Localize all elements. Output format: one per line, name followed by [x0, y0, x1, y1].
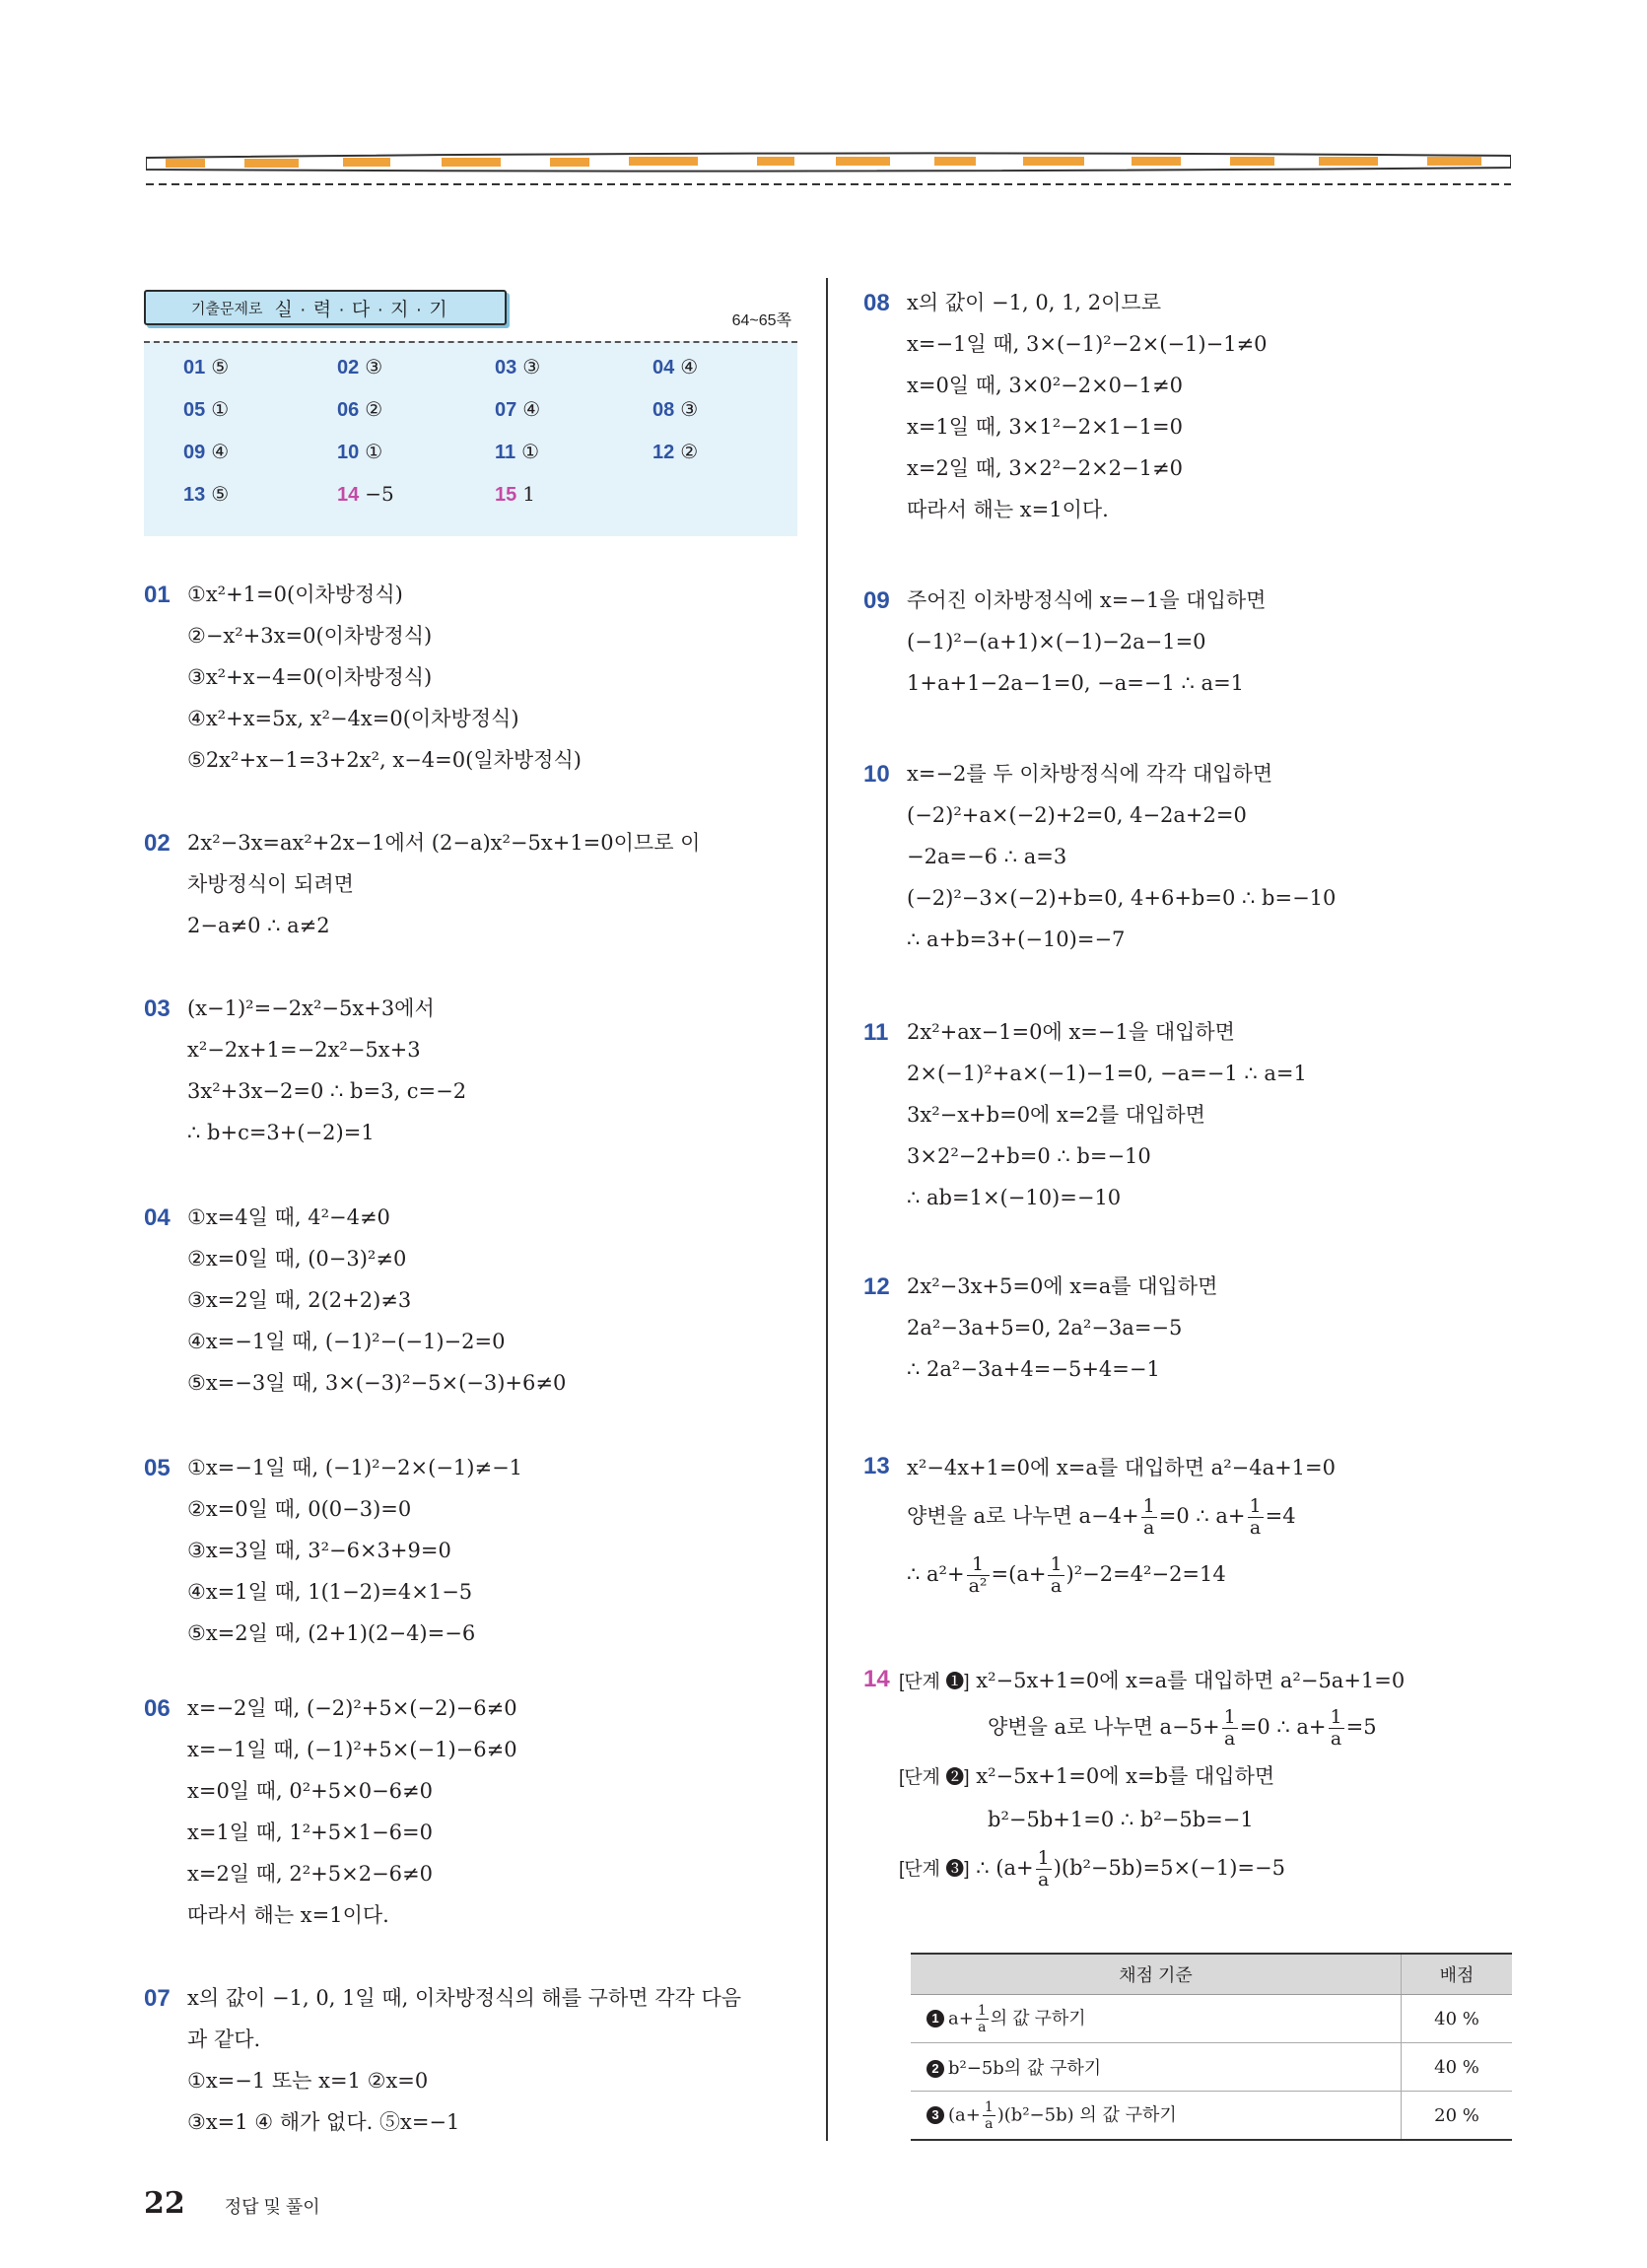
answer-item: 04 ④	[652, 355, 699, 378]
solution-line: ②−x²+3x=0(이차방정식)	[187, 624, 433, 648]
page-range: 64~65쪽	[731, 312, 791, 329]
solution-line: 2x²−3x+5=0에 x=a를 대입하면	[907, 1274, 1218, 1298]
solution-line: ④x=−1일 때, (−1)²−(−1)−2=0	[187, 1330, 506, 1353]
solution-line: (x−1)²=−2x²−5x+3에서	[187, 997, 435, 1020]
problem-number: 11	[863, 1019, 889, 1046]
solution-line: x=2일 때, 2²+5×2−6≠0	[187, 1862, 434, 1886]
solution-line: 2a²−3a+5=0, 2a²−3a=−5	[907, 1316, 1183, 1340]
answer-item: 07 ④	[495, 397, 541, 421]
solution-line: 3x²+3x−2=0 ∴ b=3, c=−2	[187, 1079, 467, 1103]
solution-line: ⑤x=−3일 때, 3×(−3)²−5×(−3)+6≠0	[187, 1371, 567, 1395]
solution-line: x=1일 때, 1²+5×1−6=0	[187, 1821, 434, 1844]
solution-line: x의 값이 −1, 0, 1, 2이므로	[907, 291, 1162, 314]
solution-line: ⑤x=2일 때, (2+1)(2−4)=−6	[187, 1621, 476, 1645]
answer-item: 01 ⑤	[183, 355, 230, 378]
step-2: [단계 ❷] x²−5x+1=0에 x=b를 대입하면	[899, 1764, 1275, 1788]
answer-item: 13 ⑤	[183, 482, 230, 506]
answer-item: 02 ③	[337, 355, 383, 378]
solution-line: ③x=3일 때, 3²−6×3+9=0	[187, 1539, 451, 1562]
problem-number: 01	[144, 582, 171, 608]
problem-number: 07	[144, 1985, 171, 2012]
problem-number: 05	[144, 1455, 171, 1481]
solution-line: ⑤2x²+x−1=3+2x², x−4=0(일차방정식)	[187, 748, 582, 772]
solution-line: 2×(−1)²+a×(−1)−1=0, −a=−1 ∴ a=1	[907, 1062, 1307, 1085]
decorative-header-band	[146, 148, 1511, 187]
answer-item: 10 ①	[337, 440, 383, 463]
footer-label: 정답 및 풀이	[224, 2197, 320, 2217]
answer-item: 15 1	[495, 482, 535, 506]
solution-line: ④x²+x=5x, x²−4x=0(이차방정식)	[187, 707, 519, 730]
column-divider	[826, 278, 828, 2141]
solution-line: ③x=2일 때, 2(2+2)≠3	[187, 1288, 412, 1312]
solution-line: ①x=−1 또는 x=1 ②x=0	[187, 2069, 429, 2093]
tab-small-label: 기출문제로	[191, 300, 263, 317]
answer-item: 06 ②	[337, 397, 383, 421]
problem-number: 12	[863, 1273, 890, 1300]
solution-line: x=2일 때, 3×2²−2×2−1≠0	[907, 456, 1183, 480]
answer-item: 11 ①	[495, 440, 540, 463]
solution-line: ④x=1일 때, 1(1−2)=4×1−5	[187, 1580, 473, 1604]
solution-line: ②x=0일 때, (0−3)²≠0	[187, 1247, 407, 1271]
problem-number: 08	[863, 290, 890, 316]
problem-number: 13	[863, 1453, 890, 1479]
solution-line: ∴ b+c=3+(−2)=1	[187, 1121, 375, 1144]
solution-line: 2x²−3x=ax²+2x−1에서 (2−a)x²−5x+1=0이므로 이	[187, 831, 701, 855]
table-row: 3 (a+ $\frac{1}{a}$ )(b²−5b) 의 값 구하기 20 %	[911, 2092, 1512, 2141]
problem-number: 03	[144, 996, 171, 1022]
solution-line: x=0일 때, 0²+5×0−6≠0	[187, 1779, 434, 1803]
answer-item: 14 −5	[337, 482, 394, 506]
solution-line: 따라서 해는 x=1이다.	[907, 498, 1109, 521]
solution-line: x²−4x+1=0에 x=a를 대입하면 a²−4a+1=0	[907, 1456, 1337, 1479]
answer-item: 05 ①	[183, 397, 230, 421]
solution-line: 1+a+1−2a−1=0, −a=−1 ∴ a=1	[907, 671, 1245, 695]
tab-big-label: 실 · 력 · 다 · 지 · 기	[274, 299, 448, 320]
answer-item: 12 ②	[652, 440, 699, 463]
table-row: 1 a+ $\frac{1}{a}$ 의 값 구하기 40 %	[911, 1995, 1512, 2043]
solution-line: ①x=4일 때, 4²−4≠0	[187, 1205, 390, 1229]
solution-line: (−2)²−3×(−2)+b=0, 4+6+b=0 ∴ b=−10	[907, 886, 1337, 910]
page-footer	[144, 2186, 320, 2221]
solution-line: x=0일 때, 3×0²−2×0−1≠0	[907, 374, 1183, 397]
solution-line: ∴ ab=1×(−10)=−10	[907, 1186, 1122, 1209]
step-1: [단계 ❶] x²−5x+1=0에 x=a를 대입하면 a²−5a+1=0	[899, 1669, 1406, 1692]
problem-number: 06	[144, 1695, 171, 1722]
solution-line: −2a=−6 ∴ a=3	[907, 845, 1067, 868]
step-3: [단계 ❸] ∴ (a+ $\frac{1}{a}$ )(b²−5b)=5×(−1)=−5	[899, 1847, 1285, 1890]
solution-line: x=1일 때, 3×1²−2×1−1=0	[907, 415, 1183, 439]
solution-line: ③x²+x−4=0(이차방정식)	[187, 665, 433, 689]
solution-line: ∴ a+b=3+(−10)=−7	[907, 928, 1126, 951]
solution-line: 양변을 a로 나누면 a−4+ $\frac{1}{a}$ =0 ∴ a+ $\frac{1}{a}$ =4	[907, 1495, 1296, 1539]
header-score: 배점	[1402, 1954, 1513, 1995]
problem-number: 10	[863, 761, 890, 788]
step-2-detail: b²−5b+1=0 ∴ b²−5b=−1	[988, 1808, 1254, 1831]
solution-line: x²−2x+1=−2x²−5x+3	[187, 1038, 421, 1062]
solution-line: x=−2를 두 이차방정식에 각각 대입하면	[907, 762, 1273, 786]
answer-item: 03 ③	[495, 355, 541, 378]
solution-line: 따라서 해는 x=1이다.	[187, 1903, 389, 1927]
solution-line: ①x=−1일 때, (−1)²−2×(−1)≠−1	[187, 1456, 523, 1479]
solution-line: 과 같다.	[187, 2027, 261, 2051]
solution-line: 차방정식이 되려면	[187, 872, 354, 896]
problem-number: 14	[863, 1666, 890, 1692]
solution-line: (−1)²−(a+1)×(−1)−2a−1=0	[907, 630, 1206, 653]
solution-line: x=−2일 때, (−2)²+5×(−2)−6≠0	[187, 1696, 517, 1720]
solution-line: ②x=0일 때, 0(0−3)=0	[187, 1497, 412, 1521]
header-criteria: 채점 기준	[911, 1954, 1402, 1995]
solution-line: x=−1일 때, 3×(−1)²−2×(−1)−1≠0	[907, 332, 1268, 356]
step-1-detail: 양변을 a로 나누면 a−5+ $\frac{1}{a}$ =0 ∴ a+ $\frac{1}{a}$ =5	[988, 1706, 1377, 1750]
problem-number: 04	[144, 1204, 171, 1231]
answer-item: 09 ④	[183, 440, 230, 463]
problem-number: 02	[144, 830, 171, 857]
solution-line: ③x=1 ④ 해가 없다. ⑤x=−1	[187, 2110, 460, 2134]
solution-line: ∴ 2a²−3a+4=−5+4=−1	[907, 1357, 1160, 1381]
answer-item: 08 ③	[652, 397, 699, 421]
solution-line: 2−a≠0 ∴ a≠2	[187, 914, 330, 937]
problem-number: 09	[863, 587, 890, 614]
answer-grid	[144, 341, 797, 536]
solution-line: (−2)²+a×(−2)+2=0, 4−2a+2=0	[907, 803, 1247, 827]
answer-tab	[144, 290, 507, 325]
table-row: 2 b²−5b의 값 구하기 40 %	[911, 2043, 1512, 2092]
solution-line: x의 값이 −1, 0, 1일 때, 이차방정식의 해를 구하면 각각 다음	[187, 1986, 742, 2010]
answer-summary-box	[144, 286, 797, 534]
page-number: 22	[144, 2186, 185, 2221]
solution-line: 주어진 이차방정식에 x=−1을 대입하면	[907, 588, 1267, 612]
solution-line: 3×2²−2+b=0 ∴ b=−10	[907, 1144, 1151, 1168]
solution-line: 3x²−x+b=0에 x=2를 대입하면	[907, 1103, 1205, 1127]
solution-line: ∴ a²+ $\frac{1}{\text{a²}}$ =(a+ $\frac{1}{a}$ )²−2=4²−2=14	[907, 1553, 1226, 1597]
solution-line: x=−1일 때, (−1)²+5×(−1)−6≠0	[187, 1738, 517, 1761]
solution-line: ①x²+1=0(이차방정식)	[187, 583, 403, 606]
grading-table	[911, 1953, 1512, 2141]
solution-line: 2x²+ax−1=0에 x=−1을 대입하면	[907, 1020, 1235, 1044]
